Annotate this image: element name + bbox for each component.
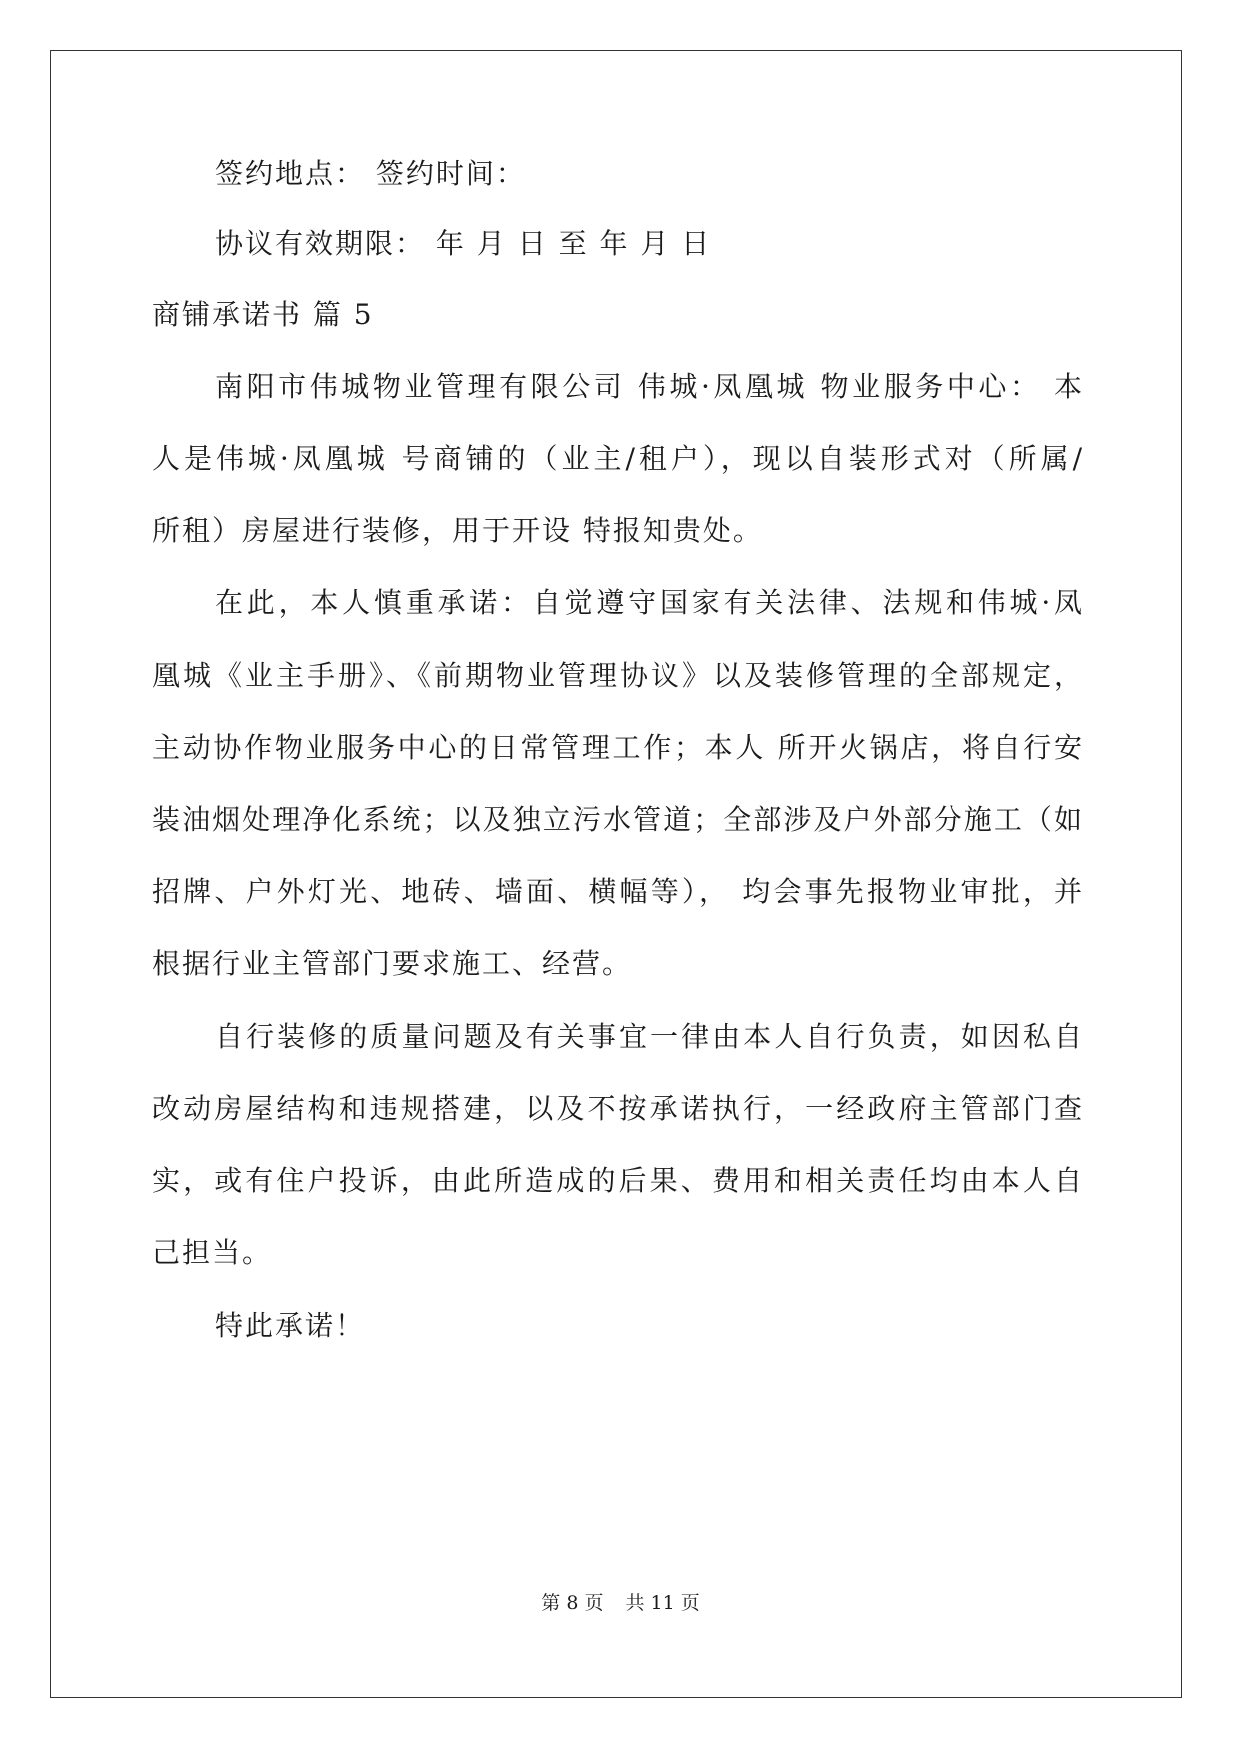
closing-line: 特此承诺！	[215, 1309, 366, 1342]
paragraph-line: 南阳市伟城物业管理有限公司 伟城·凤凰城 物业服务中心： 本	[215, 370, 1084, 403]
paragraph-line: 所租）房屋进行装修，用于开设 特报知贵处。	[152, 514, 763, 547]
page-total: 共 11 页	[625, 1592, 700, 1614]
page-number: 第 8 页	[541, 1592, 604, 1614]
page-footer	[0, 1590, 1241, 1616]
paragraph-line: 改动房屋结构和违规搭建，以及不按承诺执行，一经政府主管部门查	[152, 1092, 1084, 1125]
paragraph-line: 根据行业主管部门要求施工、经营。	[152, 947, 633, 980]
agreement-validity-line: 协议有效期限： 年 月 日 至 年 月 日	[215, 227, 712, 260]
paragraph-line: 实，或有住户投诉，由此所造成的后果、费用和相关责任均由本人自	[152, 1164, 1084, 1197]
paragraph-line: 自行装修的质量问题及有关事宜一律由本人自行负责，如因私自	[215, 1020, 1084, 1053]
paragraph-line: 在此，本人慎重承诺：自觉遵守国家有关法律、法规和伟城·凤	[215, 586, 1084, 619]
section-heading: 商铺承诺书 篇 5	[152, 298, 374, 331]
paragraph-line: 装油烟处理净化系统；以及独立污水管道；全部涉及户外部分施工（如	[152, 803, 1084, 836]
paragraph-line: 人是伟城·凤凰城 号商铺的（业主/租户），现以自装形式对（所属/	[152, 442, 1084, 475]
paragraph-line: 己担当。	[152, 1236, 273, 1269]
paragraph-line: 主动协作物业服务中心的日常管理工作；本人 所开火锅店，将自行安	[152, 731, 1084, 764]
signing-place-time-line: 签约地点： 签约时间：	[215, 157, 526, 190]
paragraph-line: 招牌、户外灯光、地砖、墙面、横幅等）， 均会事先报物业审批，并	[152, 875, 1084, 908]
paragraph-line: 凰城《业主手册》、《前期物业管理协议》以及装修管理的全部规定，	[152, 659, 1084, 692]
